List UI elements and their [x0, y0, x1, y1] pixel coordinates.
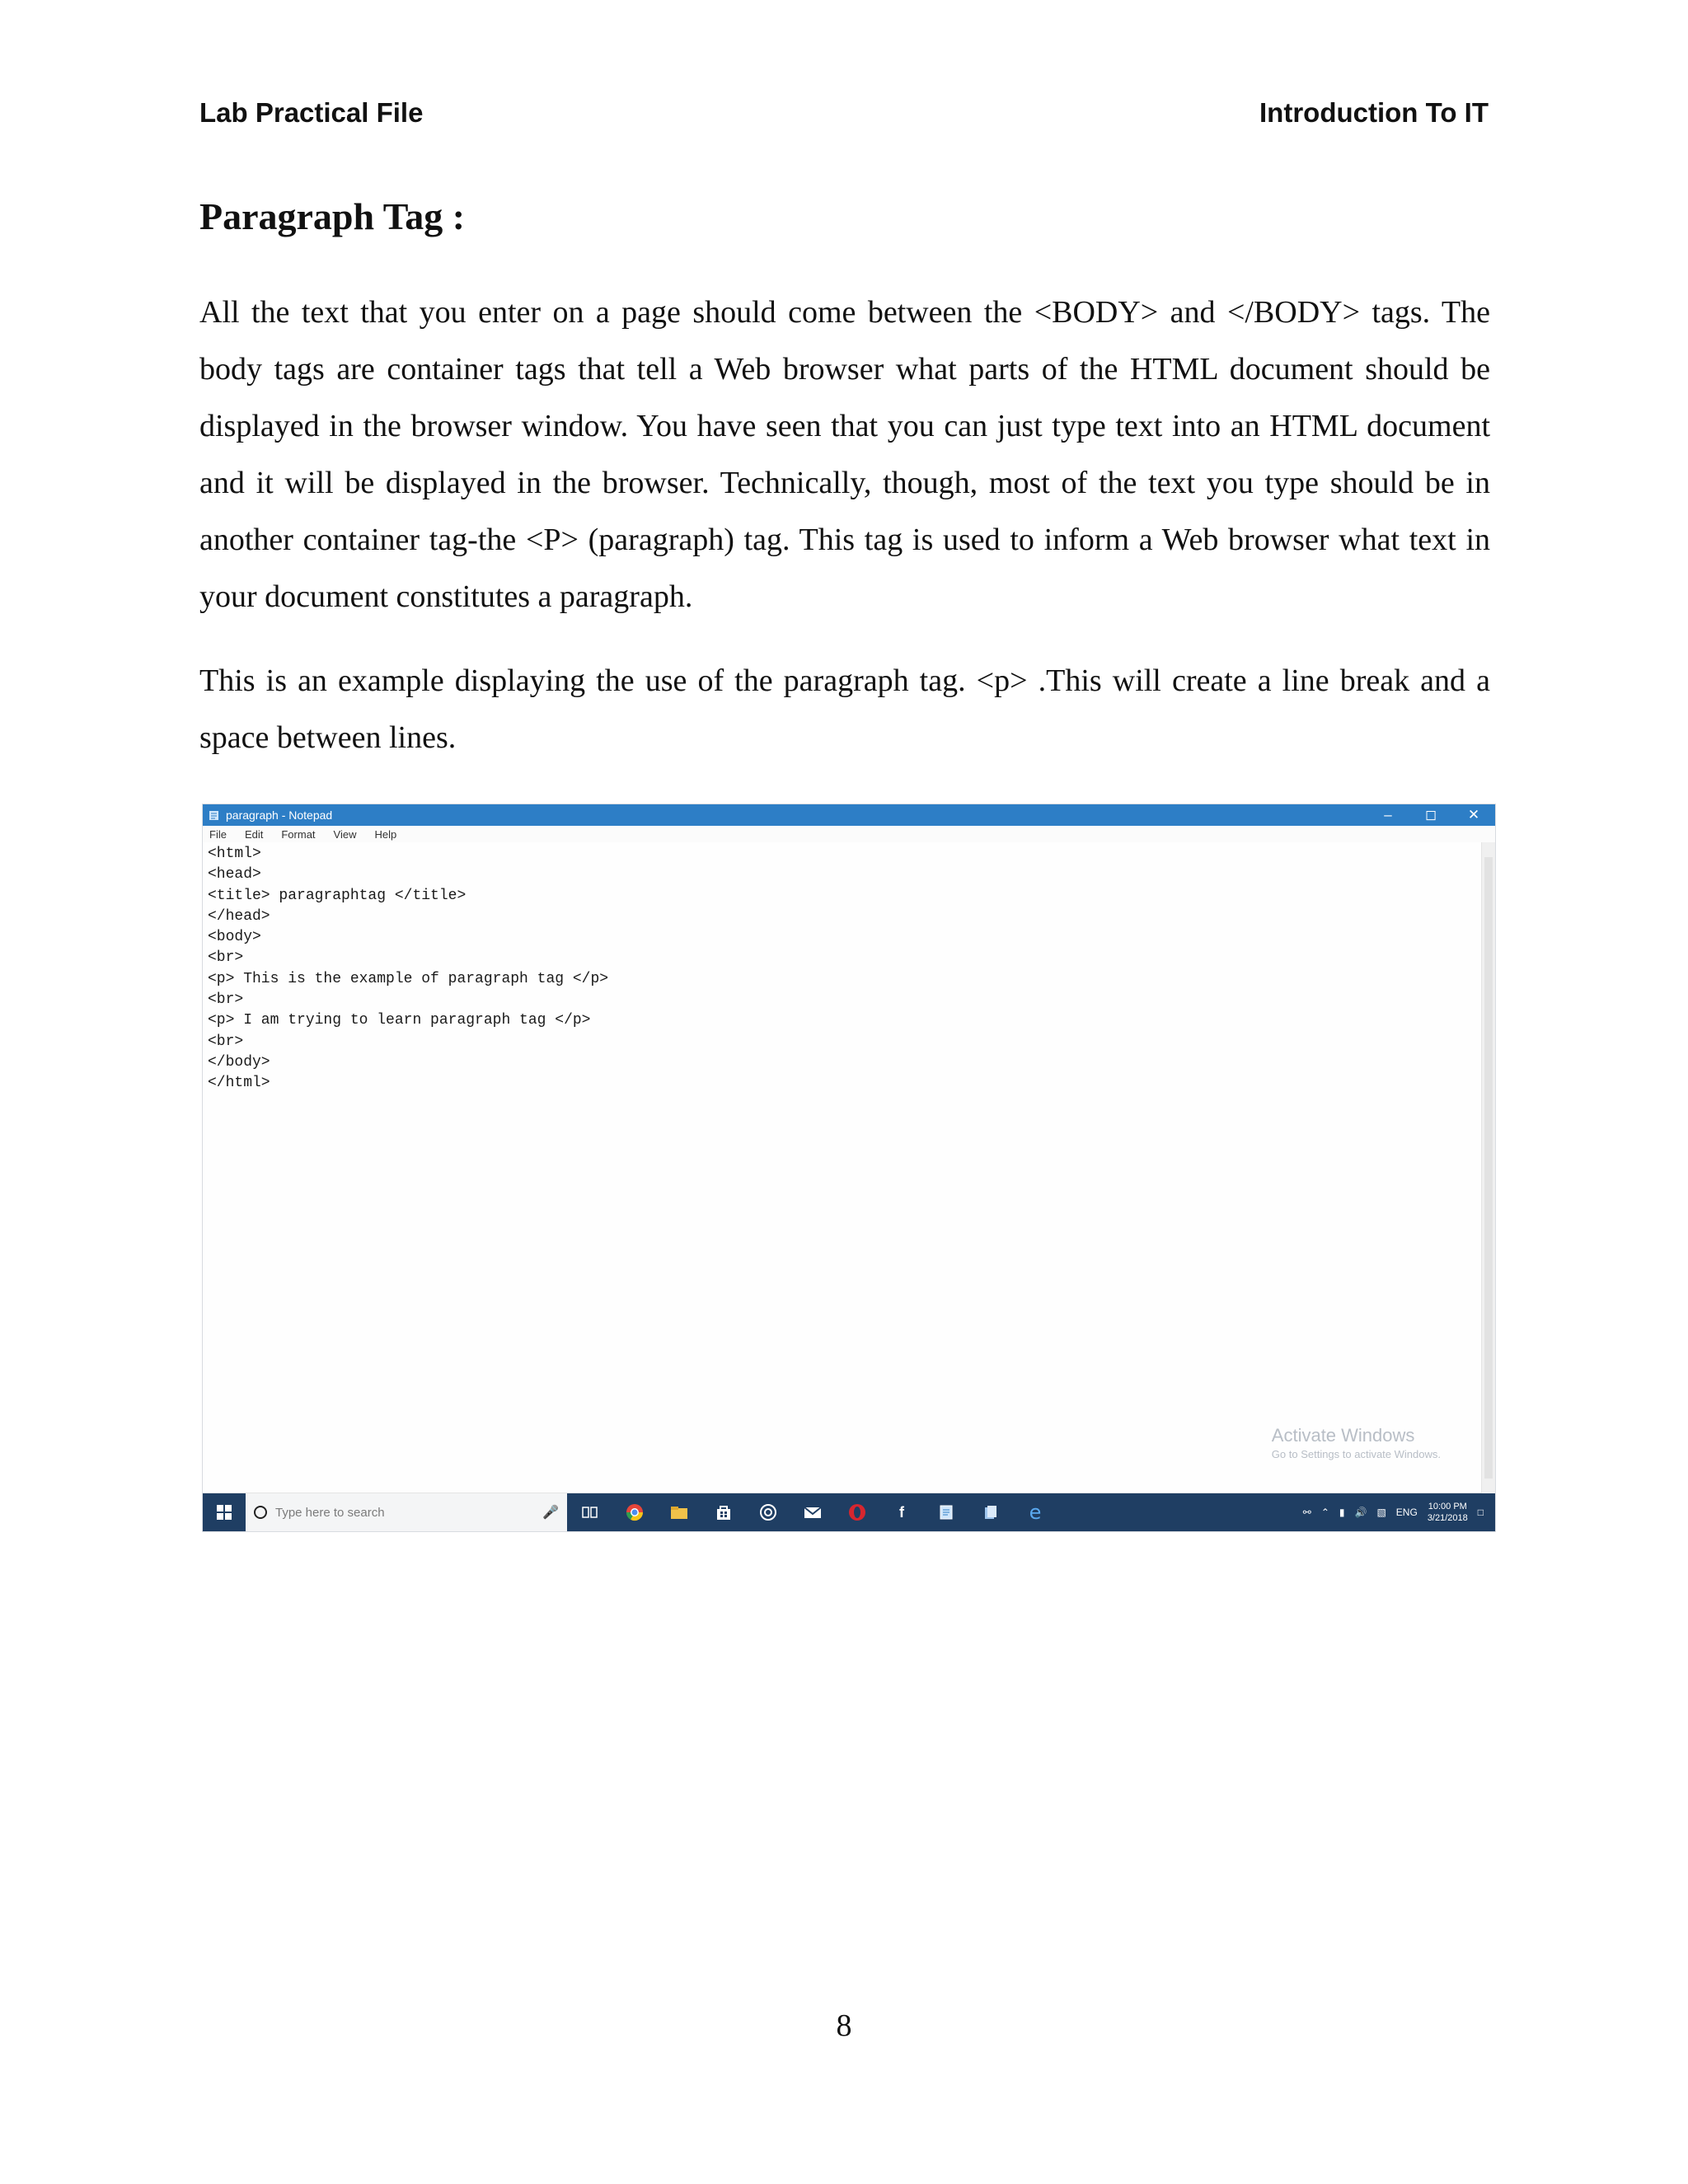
minimize-icon: – — [1384, 807, 1392, 823]
microphone-icon: 🎤 — [542, 1506, 559, 1520]
action-center-icon: □ — [1477, 1507, 1484, 1518]
notepad-titlebar — [203, 804, 1495, 826]
activation-watermark — [1272, 1425, 1441, 1460]
notepad-screenshot — [202, 804, 1496, 1532]
menu-help: Help — [374, 827, 397, 841]
code-line: </html> — [208, 1075, 270, 1092]
code-line: </head> — [208, 907, 270, 925]
menu-file: File — [209, 827, 227, 841]
input-language: ENG — [1395, 1507, 1418, 1518]
notepad-icon — [208, 809, 219, 821]
body-paragraph-1: All the text that you enter on a page should come between the <BODY> and </BODY> tags. The body tags are container tags that tell a Web browser what parts of the HTML document should be displayed in the browser window. You have seen that you can just type text into an HTML document and it will be displayed in the browser. Technically, though, most of the text you type should be in another container tag-the <P> (paragraph) tag. This tag is used to inform a Web browser what text in your document constitutes a paragraph. — [199, 295, 1490, 614]
watermark-title: Activate Windows — [1271, 1425, 1415, 1446]
code-line: <p> I am trying to learn paragraph tag </p> — [208, 1012, 591, 1029]
chrome-icon — [623, 1501, 646, 1524]
notepad-editor — [203, 842, 1482, 1493]
file-explorer-icon — [668, 1501, 691, 1524]
battery-icon: ▮ — [1339, 1507, 1345, 1518]
menu-edit: Edit — [244, 827, 264, 841]
documents-icon — [979, 1501, 1002, 1524]
search-placeholder: Type here to search — [275, 1505, 385, 1520]
code-line: <html> — [208, 846, 261, 862]
menu-view: View — [333, 827, 357, 841]
vertical-scrollbar — [1481, 842, 1495, 1493]
body-paragraph-2: This is an example displaying the use of the paragraph tag. <p> .This will create a line break and a space between lines. — [199, 663, 1490, 755]
volume-icon: 🔊 — [1354, 1507, 1367, 1518]
notepad-taskbar-icon — [935, 1501, 958, 1524]
cortana-icon — [254, 1506, 267, 1519]
menu-format: Format — [281, 827, 316, 841]
window-title: paragraph - Notepad — [226, 808, 333, 822]
close-icon: ✕ — [1467, 807, 1480, 823]
chevron-up-icon: ⌃ — [1320, 1507, 1329, 1518]
code-line: <head> — [208, 866, 261, 883]
notepad-menubar — [203, 826, 1495, 842]
windows-start-icon — [203, 1505, 246, 1520]
header-left: Lab Practical File — [199, 97, 424, 128]
taskbar-search — [246, 1493, 567, 1531]
taskbar-apps — [579, 1501, 1047, 1524]
system-tray — [1303, 1501, 1495, 1524]
page-header — [199, 97, 1489, 129]
windows-taskbar — [203, 1493, 1495, 1531]
header-right: Introduction To IT — [1259, 97, 1489, 128]
facebook-icon: f — [899, 1503, 904, 1521]
store-icon — [712, 1501, 735, 1524]
taskbar-clock — [1428, 1501, 1468, 1524]
task-view-icon — [579, 1501, 602, 1524]
people-icon: ⚯ — [1302, 1507, 1311, 1518]
clock-time: 10:00 PM — [1428, 1502, 1467, 1511]
code-line: <p> This is the example of paragraph tag </p> — [208, 970, 609, 987]
edge-icon: e — [1029, 1501, 1042, 1524]
page-number: 8 — [836, 2008, 852, 2043]
maximize-icon: ◻ — [1424, 807, 1437, 823]
watermark-subtitle: Go to Settings to activate Windows. — [1271, 1448, 1441, 1460]
section-heading: Paragraph Tag : — [199, 195, 466, 237]
clock-date: 3/21/2018 — [1427, 1513, 1468, 1523]
code-line: <br> — [208, 991, 244, 1009]
code-line: </body> — [208, 1053, 270, 1071]
code-line: <body> — [208, 929, 261, 946]
code-line: <br> — [208, 949, 244, 967]
network-icon: ▧ — [1376, 1507, 1386, 1518]
code-line: <br> — [208, 1033, 244, 1050]
media-icon — [757, 1501, 780, 1524]
code-line: <title> paragraphtag </title> — [208, 887, 467, 904]
opera-icon — [846, 1501, 869, 1524]
mail-icon — [801, 1501, 824, 1524]
